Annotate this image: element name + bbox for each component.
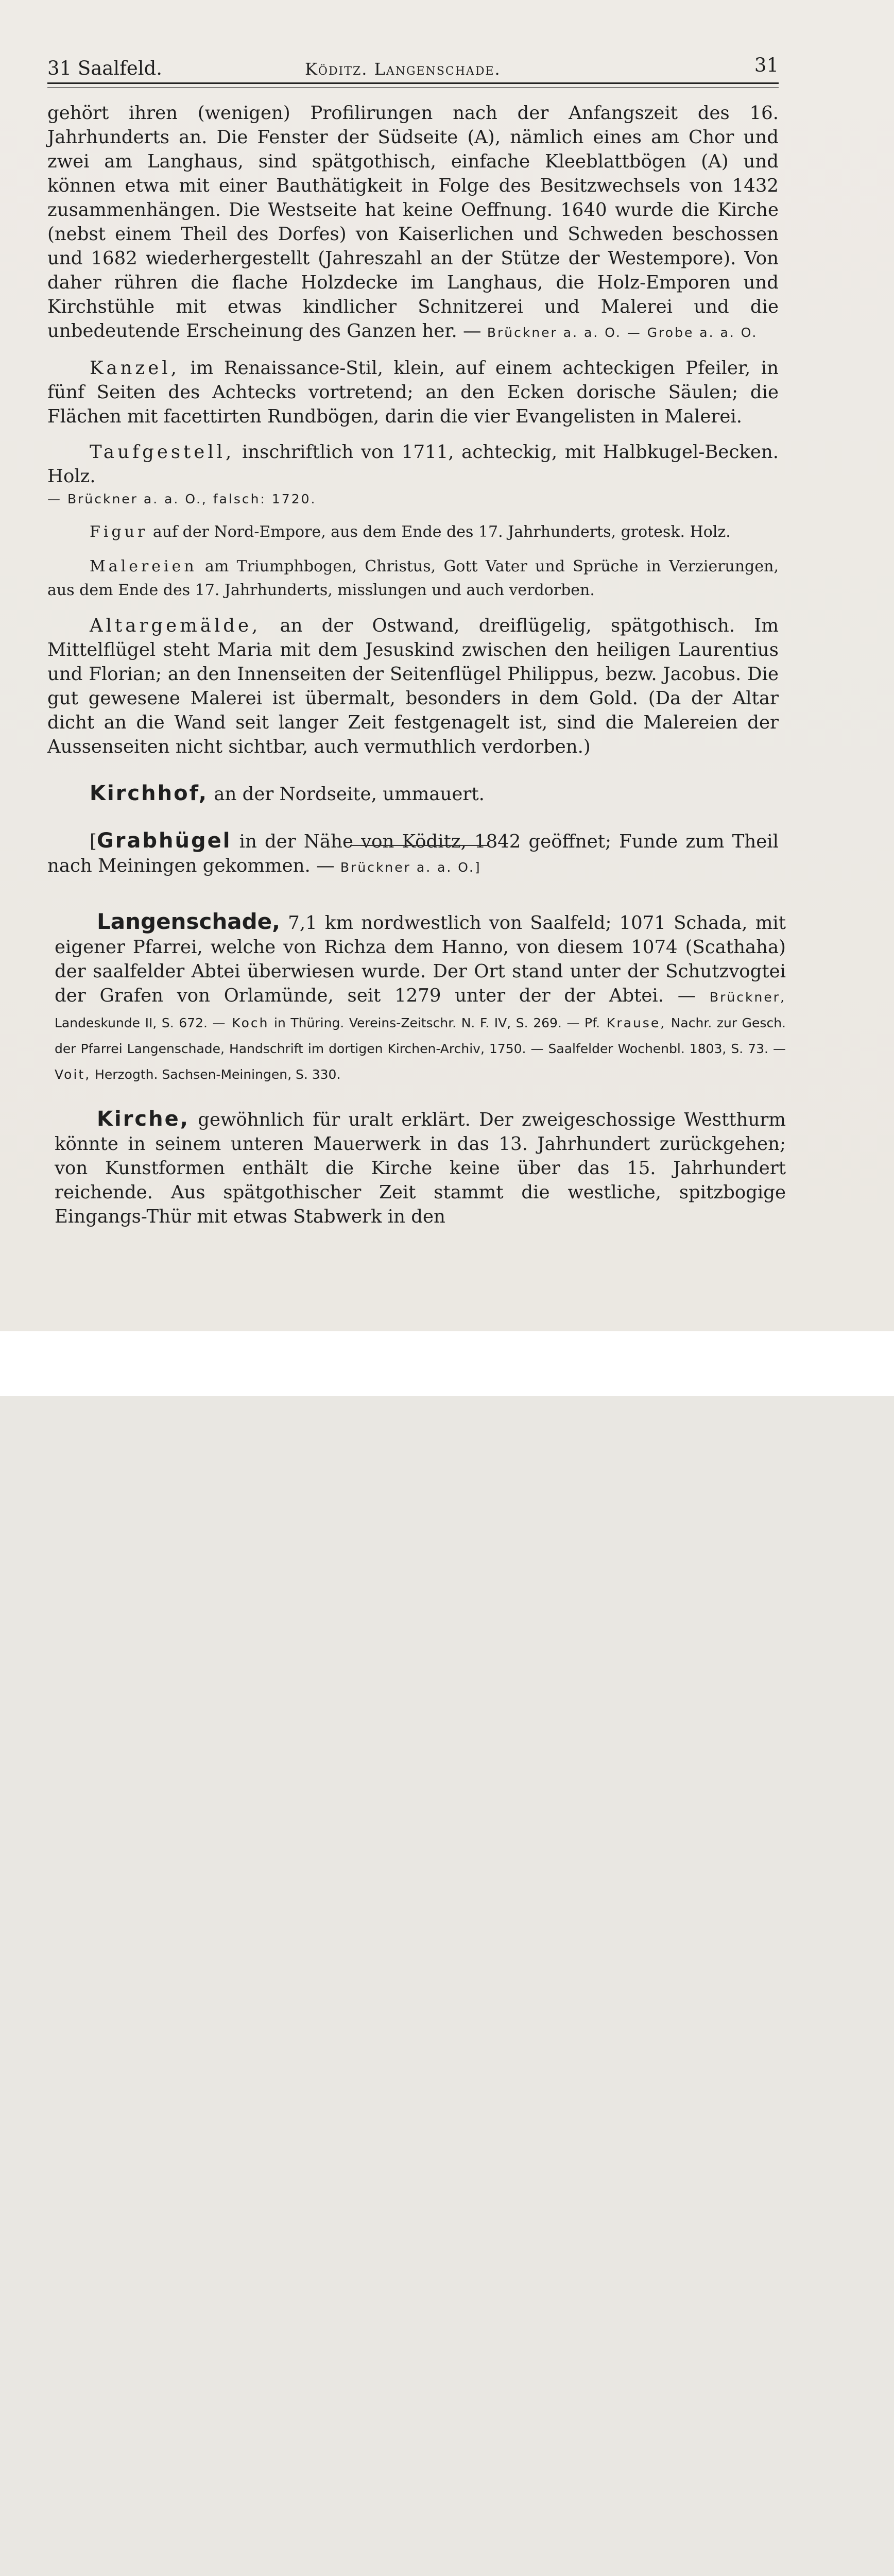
paragraph-kanzel (47, 356, 779, 429)
reference: Brückner, (710, 990, 786, 1005)
entry-heading: Kanzel, (90, 358, 180, 379)
header-center: Köditz. Langenschade. (305, 59, 501, 79)
reference: Brückner a. a. O.] (340, 860, 482, 875)
viewer-footer (0, 1331, 894, 1396)
header-rule-thin (47, 87, 779, 88)
entry-heading: Figur (90, 523, 148, 541)
entry-text: in der Nähe von Köditz, 1842 geöffnet; Funde zum Theil nach Meiningen gekommen. — (47, 831, 779, 876)
entry-heading: Kirche, (97, 1107, 190, 1131)
entry-heading: Malereien (90, 557, 197, 575)
bracket: [ (90, 831, 97, 852)
langenschade-section (55, 909, 786, 1229)
paragraph-text: gehört ihren (wenigen) Profilirungen nach der Anfangszeit des 16. Jahrhunderts an. Die Fenster der Südseite (A), nämlich eines am Chor und zwei am Langhaus, sind spätgothisch, einfache Kleeblattbögen (A) und können etwa mit einer Bauthätigkeit in Folge des Besitzwechsels von 1432 zusammenhängen. Die Westseite hat keine Oeffnung. 1640 wurde die Kirche (nebst einem Theil des Dorfes) von Kaiserlichen und Schweden beschossen und 1682 wiederhergestellt (Jahreszahl an der Stütze der Westempore). Von daher rühren die flache Holzdecke im Langhaus, die Holz-Emporen und Kirchstühle mit etwas kindlicher Schnitzerei und Malerei und die unbedeutende Erscheinung des Ganzen her. — (47, 103, 779, 342)
paragraph-kirche (55, 1107, 786, 1229)
entry-text: gewöhnlich für uralt erklärt. Der zweigeschossige Westthurm könnte in seinem unteren Mauerwerk in das 13. Jahrhundert zurückgehen; von Kunstformen enthält die Kirche keine über das 15. Jahrhundert reichende. Aus spätgothischer Zeit stammt die westliche, spitzbogige Eingangs-Thür mit etwas Stabwerk in den (55, 1109, 786, 1227)
entry-text: am Triumphbogen, Christus, Gott Vater und Sprüche in Verzierungen, aus dem Ende des 17. Jahrhunderts, misslungen und auch verdorben. (47, 557, 779, 599)
entry-text: im Renaissance-Stil, klein, auf einem achteckigen Pfeiler, in fünf Seiten des Achtecks vortretend; an den Ecken dorische Säulen; die Flächen mit facettirten Rundbögen, darin die vier Evangelisten in Malerei. (47, 358, 779, 427)
entry-heading: Grabhügel (96, 829, 232, 853)
reference: Krause, (606, 1015, 666, 1030)
entry-text: 7,1 km nordwestlich von Saalfeld; 1071 Schada, mit eigener Pfarrei, welche von Richza dem Hanno, von diesem 1074 (Scathaha) der saalfelder Abtei überwiesen wurde. Der Ort stand unter der Schutzvogtei der Grafen von Orlamünde, seit 1279 unter der der Abtei. — (55, 912, 786, 1006)
paragraph-taufgestell (47, 440, 779, 488)
reference: Koch (232, 1015, 269, 1030)
paragraph-altargemaelde (47, 614, 779, 759)
paragraph-malereien (47, 555, 779, 602)
paragraph-figur (47, 521, 779, 544)
entry-text: inschriftlich von 1711, achteckig, mit Halbkugel-Becken. Holz. (47, 442, 779, 487)
paragraph-church-continuation (47, 101, 779, 345)
reference-text: in Thüring. Vereins-Zeitschr. N. F. IV, S. 269. — Pf. (269, 1015, 600, 1030)
entry-heading: Kirchhof, (90, 782, 208, 805)
paragraph-grabhuegel (47, 829, 779, 879)
reference-text: Nachr. zur Gesch. der Pfarrei Langenschade, Handschrift im dortigen Kirchen-Archiv, 1750. — Saalfelder Wochenbl. 1803, S. 73. — (55, 1015, 786, 1056)
page-number: 31 (754, 54, 779, 76)
entry-heading: Altargemälde, (90, 615, 261, 636)
reference: — Brückner a. a. O., falsch: 1720. (47, 492, 317, 506)
section-divider (350, 845, 489, 846)
reference-text: Herzogth. Sachsen-Meiningen, S. 330. (91, 1067, 341, 1082)
koeditz-section (47, 101, 779, 879)
entry-heading: Taufgestell, (90, 442, 235, 463)
paragraph-langenschade-intro (55, 909, 786, 1087)
header-rule-thick (47, 82, 779, 84)
entry-text: auf der Nord-Empore, aus dem Ende des 17. Jahrhunderts, grotesk. Holz. (148, 523, 731, 541)
reference-text: Landeskunde II, S. 672. — (55, 1015, 226, 1030)
reference: Brückner a. a. O. — Grobe a. a. O. (487, 325, 758, 340)
place-heading: Langenschade, (97, 909, 281, 934)
entry-text: an der Nordseite, ummauert. (208, 784, 485, 805)
entry-text: an der Ostwand, dreiflügelig, spätgothisch. Im Mittelflügel steht Maria mit dem Jesuskind zwischen den heiligen Laurentius und Florian; an den Innenseiten der Seitenflügel Philippus, bezw. Jacobus. Die gut gewesene Malerei ist übermalt, besonders in dem Gold. (Da der Altar dicht an die Wand seit langer Zeit festgenagelt ist, sind die Malereien der Aussenseiten nicht sichtbar, auch vermuthlich verdorben.) (47, 615, 779, 757)
running-header (47, 54, 779, 85)
header-left: 31 Saalfeld. (47, 57, 163, 79)
reference: Voit, (55, 1067, 91, 1082)
paragraph-kirchhof (47, 782, 779, 806)
reference-line (47, 488, 779, 510)
